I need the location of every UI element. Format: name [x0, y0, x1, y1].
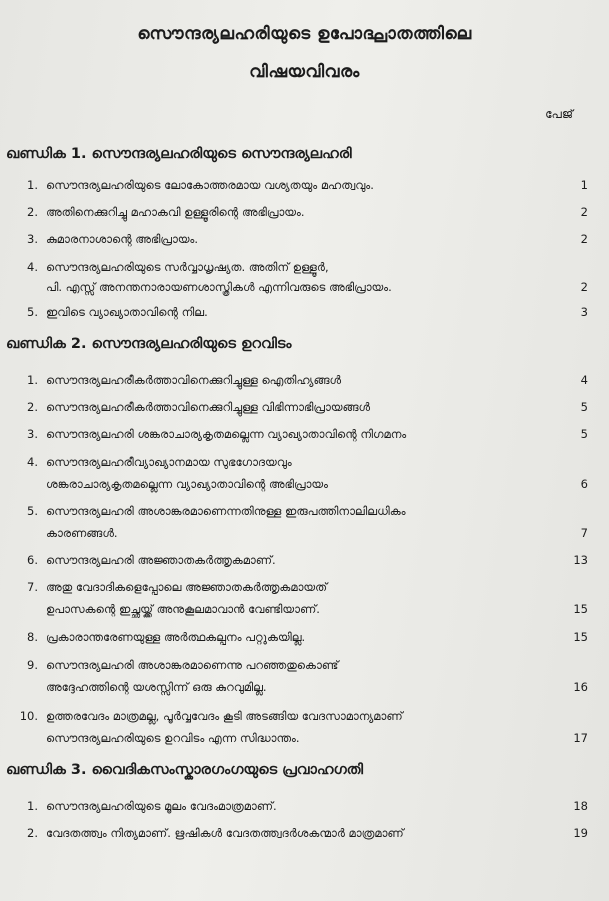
entry-text: സൌന്ദര്യലഹരിയുടെ സർവ്വാധൃഷ്യത. അതിന് ഉള്ളൂർ, [46, 260, 329, 274]
entry-page: 16 [573, 680, 588, 694]
entry-number: 4. [27, 455, 38, 469]
entry-page: 17 [573, 731, 588, 745]
entry-page: 5 [580, 427, 588, 441]
entry-page: 13 [573, 553, 588, 567]
entry-text: ഉത്തരവേദം മാത്രമല്ല, പൂർവ്വവേദം കൂടി അടങ്ങിയ വേദസാമാന്യമാണ് [46, 709, 403, 723]
entry-number: 8. [27, 630, 38, 644]
entry-text: ഇവിടെ വ്യാഖ്യാതാവിന്റെ നില. [46, 305, 208, 319]
entry-text: സൌന്ദര്യലഹരിയുടെ ലോകോത്തരമായ വശ്യതയും മഹത്വവും. [46, 178, 374, 192]
entry-text: വേദതത്ത്വം നിത്യമാണ്. ഋഷികൾ വേദതത്ത്വദർശകന്മാർ മാത്രമാണ് [46, 826, 404, 840]
entry-number: 1. [27, 178, 38, 192]
entry-number: 7. [27, 580, 38, 594]
entry-page: 2 [580, 205, 588, 219]
entry-text: അതിനെക്കുറിച്ചു മഹാകവി ഉള്ളൂരിന്റെ അഭിപ്രായം. [46, 205, 305, 219]
entry-page: 18 [573, 799, 588, 813]
section-heading: ഖണ്ഡിക 3. വൈദികസംസ്കാരഗംഗയുടെ പ്രവാഹഗതി [6, 762, 364, 778]
entry-text: പ്രകാരാന്തരേണയുള്ള അർത്ഥകല്പനം പറ്റുകയില്ല. [46, 630, 306, 644]
section-heading: ഖണ്ഡിക 2. സൌന്ദര്യലഹരിയുടെ ഉറവിടം [6, 336, 292, 352]
entry-page: 4 [580, 373, 588, 387]
entry-text: സൌന്ദര്യലഹരി അജ്ഞാതകർത്തൃകമാണ്. [46, 553, 276, 567]
entry-text: അദ്ദേഹത്തിന്റെ യശസ്സിന്ന് ഒരു കുറവുമില്ല. [46, 680, 267, 694]
entry-page: 3 [580, 305, 588, 319]
entry-page: 15 [573, 630, 588, 644]
entry-text: കാരണങ്ങൾ. [46, 526, 118, 540]
entry-page: 19 [573, 826, 588, 840]
entry-text: സൌന്ദര്യലഹരീവ്യാഖ്യാനമായ സുഭഗോദയവും [46, 455, 292, 469]
entry-text: സൌന്ദര്യലഹരി അശാങ്കരമാണെന്നു പറഞ്ഞതുകൊണ്ട് [46, 658, 339, 672]
entry-text: സൌന്ദര്യലഹരിയുടെ ഉറവിടം എന്ന സിദ്ധാന്തം. [46, 731, 300, 745]
entry-number: 4. [27, 260, 38, 274]
entry-number: 6. [27, 553, 38, 567]
entry-text: ശങ്കരാചാര്യകൃതമല്ലെന്ന വ്യാഖ്യാതാവിന്റെ അഭിപ്രായം [46, 477, 328, 491]
entry-text: സൌന്ദര്യലഹരീകർത്താവിനെക്കുറിച്ചുള്ള ഐതിഹ്യങ്ങൾ [46, 373, 342, 387]
entry-text: സൌന്ദര്യലഹരി ശങ്കരാചാര്യകൃതമല്ലെന്ന വ്യാഖ്യാതാവിന്റെ നിഗമനം [46, 427, 407, 441]
entry-number: 1. [27, 373, 38, 387]
section-heading: ഖണ്ഡിക 1. സൌന്ദര്യലഹരിയുടെ സൌന്ദര്യലഹരി [6, 146, 352, 162]
entry-page: 6 [580, 477, 588, 491]
entry-number: 1. [27, 799, 38, 813]
entry-number: 5. [27, 305, 38, 319]
entry-text: സൌന്ദര്യലഹരിയുടെ മൂലം വേദംമാത്രമാണ്. [46, 799, 277, 813]
page-title-line2: വിഷയവിവരം [249, 62, 360, 82]
entry-page: 2 [580, 232, 588, 246]
entry-number: 2. [27, 400, 38, 414]
entry-text: സൌന്ദര്യലഹരീകർത്താവിനെക്കുറിച്ചുള്ള വിഭിന്നാഭിപ്രായങ്ങൾ [46, 400, 371, 414]
entry-number: 5. [27, 504, 38, 518]
entry-text: അതു വേദാദികളെപ്പോലെ അജ്ഞാതകർത്തൃകമായത് [46, 580, 328, 594]
page-column-label: പേജ് [545, 107, 573, 121]
entry-text: ഉപാസകന്റെ ഇച്ഛയ്ക്ക് അനുകൂലമാവാൻ വേണ്ടിയാണ്. [46, 602, 320, 616]
entry-text: സൌന്ദര്യലഹരി അശാങ്കരമാണെന്നതിനുള്ള ഇരുപത്തിനാലിലധികം [46, 504, 406, 518]
entry-text: കുമാരനാശാന്റെ അഭിപ്രായം. [46, 232, 199, 246]
entry-number: 2. [27, 826, 38, 840]
entry-page: 5 [580, 400, 588, 414]
entry-page: 1 [580, 178, 588, 192]
page-title-line1: സൌന്ദര്യലഹരിയുടെ ഉപോദ്ഘാതത്തിലെ [137, 24, 472, 44]
entry-number: 10. [19, 709, 38, 723]
entry-number: 9. [27, 658, 38, 672]
entry-page: 2 [580, 280, 588, 294]
entry-page: 7 [580, 526, 588, 540]
entry-page: 15 [573, 602, 588, 616]
entry-number: 3. [27, 232, 38, 246]
entry-number: 3. [27, 427, 38, 441]
entry-text: പി. എസ്സ് അനന്തനാരായണശാസ്ത്രികൾ എന്നിവരുടെ അഭിപ്രായം. [46, 280, 392, 294]
entry-number: 2. [27, 205, 38, 219]
